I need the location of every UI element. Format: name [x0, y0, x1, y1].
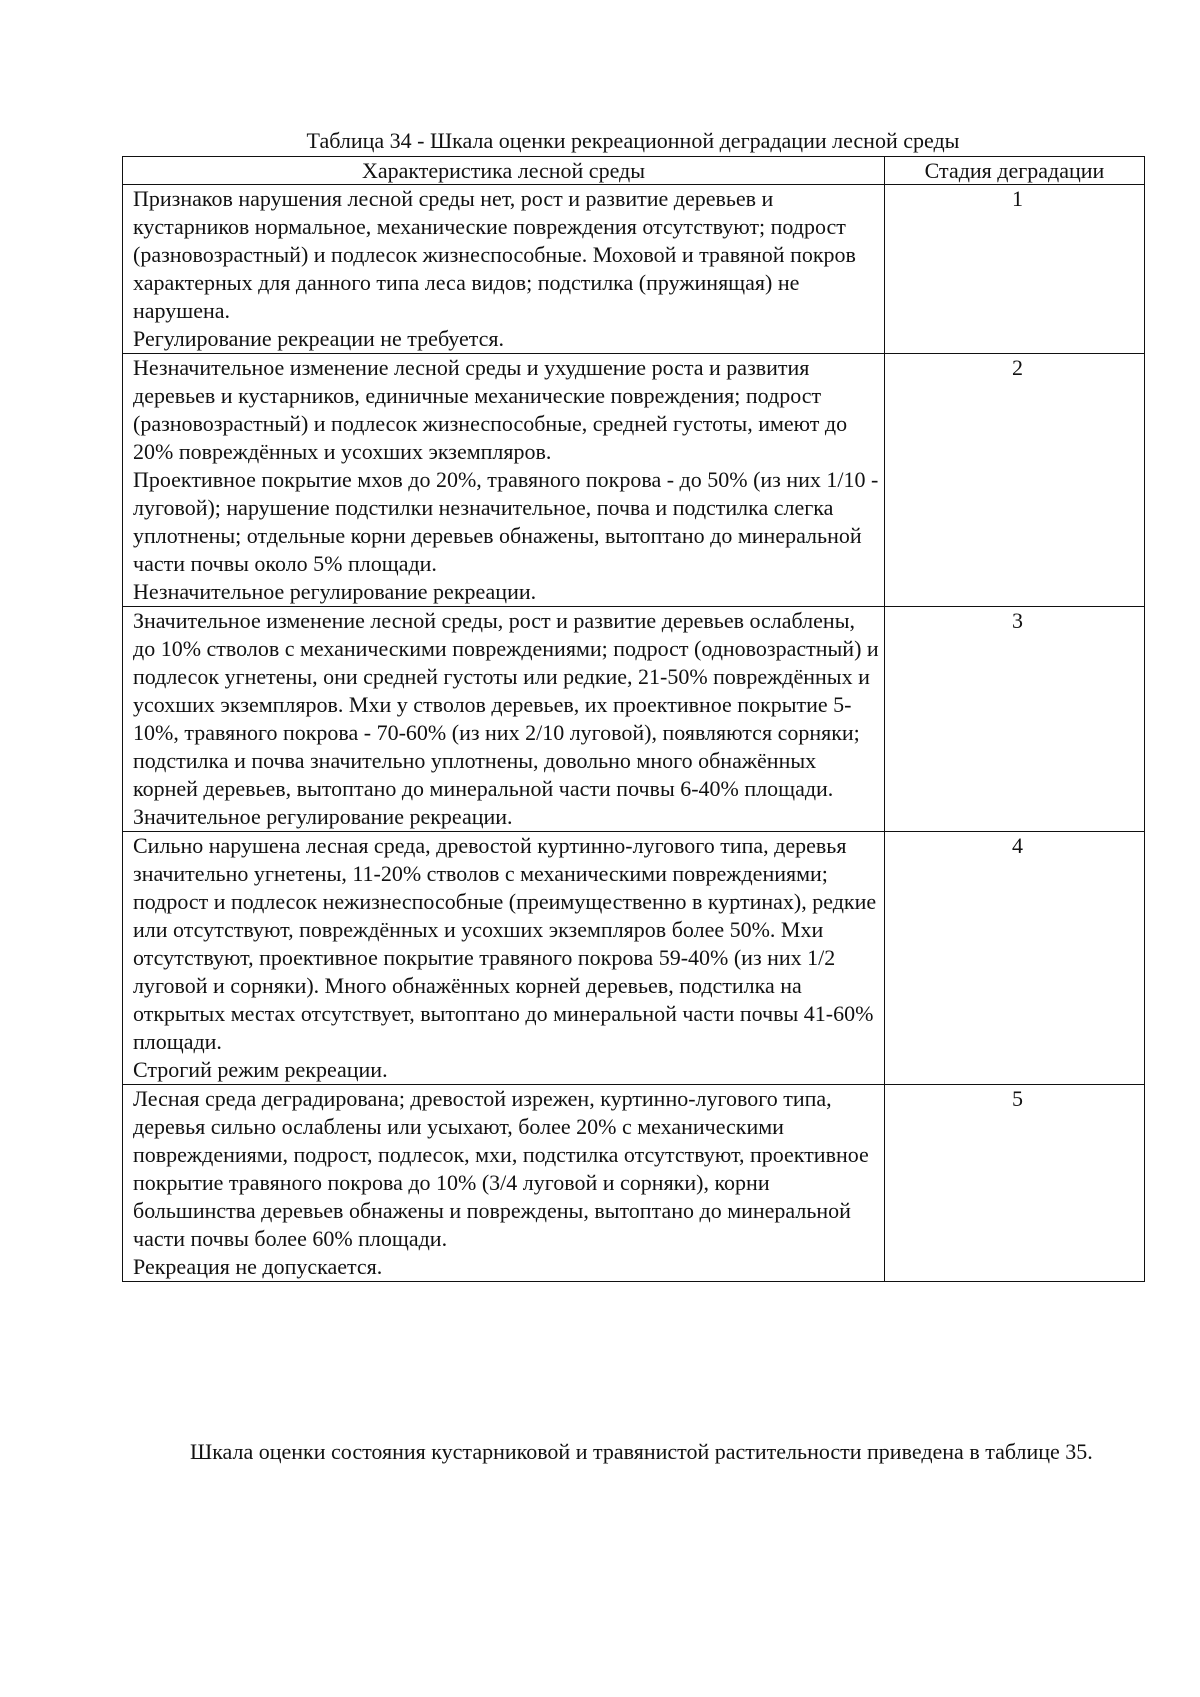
characteristic-description: Значительное изменение лесной среды, рост и развитие деревьев ослаблены, до 10% стволов с механическими повреждениями; подрост (одновозрастный) и подлесок угнетены, они средней густоты или редкие, 21-50% повреждённых и усохших экземпляров. Мхи у стволов деревьев, их проективное покрытие 5-10%, травяного покрова - 70-60% (из них 2/10 луговой), появляются сорняки; подстилка и почва значительно уплотнены, довольно много обнажённых корней деревьев, вытоптано до минеральной части почвы 6-40% площади.: [133, 608, 879, 801]
table-row: [123, 354, 1145, 607]
characteristic-cell: [123, 185, 885, 354]
table-header-row: [123, 157, 1145, 185]
characteristic-description: Сильно нарушена лесная среда, древостой куртинно-лугового типа, деревья значительно угнетены, 11-20% стволов с механическими повреждениями; подрост и подлесок нежизнеспособные (преимущественно в куртинах), редкие или отсутствуют, повреждённых и усохших экземпляров более 50%. Мхи отсутствуют, проективное покрытие травяного покрова 59-40% (из них 1/2 луговой и сорняки). Много обнажённых корней деревьев, подстилка на открытых местах отсутствует, вытоптано до минеральной части почвы 41-60% площади.: [133, 833, 877, 1054]
stage-cell: 5: [885, 1085, 1145, 1282]
stage-cell: 3: [885, 607, 1145, 832]
degradation-scale-table: [122, 156, 1145, 1282]
characteristic-description-cont: Проективное покрытие мхов до 20%, травяного покрова - до 50% (из них 1/10 - луговой); нарушение подстилки незначительное, почва и подстилка слегка уплотнены; отдельные корни деревьев обнажены, вытоптано до минеральной части почвы около 5% площади.: [133, 467, 879, 576]
table-row: [123, 185, 1145, 354]
characteristic-cell: [123, 1085, 885, 1282]
stage-cell: 2: [885, 354, 1145, 607]
table-row: [123, 607, 1145, 832]
characteristic-description: Лесная среда деградирована; древостой изрежен, куртинно-лугового типа, деревья сильно ослаблены или усыхают, более 20% с механическими повреждениями, подрост, подлесок, мхи, подстилка отсутствуют, проективное покрытие травяного покрова до 10% (3/4 луговой и сорняки), корни большинства деревьев обнажены и повреждены, вытоптано до минеральной части почвы более 60% площади.: [133, 1086, 869, 1251]
table-row: [123, 832, 1145, 1085]
stage-cell: 4: [885, 832, 1145, 1085]
body-paragraph: Шкала оценки состояния кустарниковой и травянистой растительности приведена в таблице 35.: [190, 1439, 1093, 1464]
header-stage: Стадия деградации: [885, 157, 1145, 185]
regulation-text: Значительное регулирование рекреации.: [133, 804, 513, 829]
characteristic-description: Незначительное изменение лесной среды и ухудшение роста и развития деревьев и кустарников, единичные механические повреждения; подрост (разновозрастный) и подлесок жизнеспособные, средней густоты, имеют до 20% повреждённых и усохших экземпляров.: [133, 355, 848, 464]
characteristic-cell: [123, 607, 885, 832]
header-characteristic: Характеристика лесной среды: [123, 157, 885, 185]
regulation-text: Рекреация не допускается.: [133, 1254, 383, 1279]
table-row: [123, 1085, 1145, 1282]
regulation-text: Незначительное регулирование рекреации.: [133, 579, 537, 604]
regulation-text: Регулирование рекреации не требуется.: [133, 326, 505, 351]
characteristic-cell: [123, 832, 885, 1085]
characteristic-cell: [123, 354, 885, 607]
stage-cell: 1: [885, 185, 1145, 354]
characteristic-description: Признаков нарушения лесной среды нет, рост и развитие деревьев и кустарников нормальное, механические повреждения отсутствуют; подрост (разновозрастный) и подлесок жизнеспособные. Моховой и травяной покров характерных для данного типа леса видов; подстилка (пружинящая) не нарушена.: [133, 186, 856, 323]
regulation-text: Строгий режим рекреации.: [133, 1057, 388, 1082]
table-caption: Таблица 34 - Шкала оценки рекреационной деградации лесной среды: [306, 128, 960, 153]
